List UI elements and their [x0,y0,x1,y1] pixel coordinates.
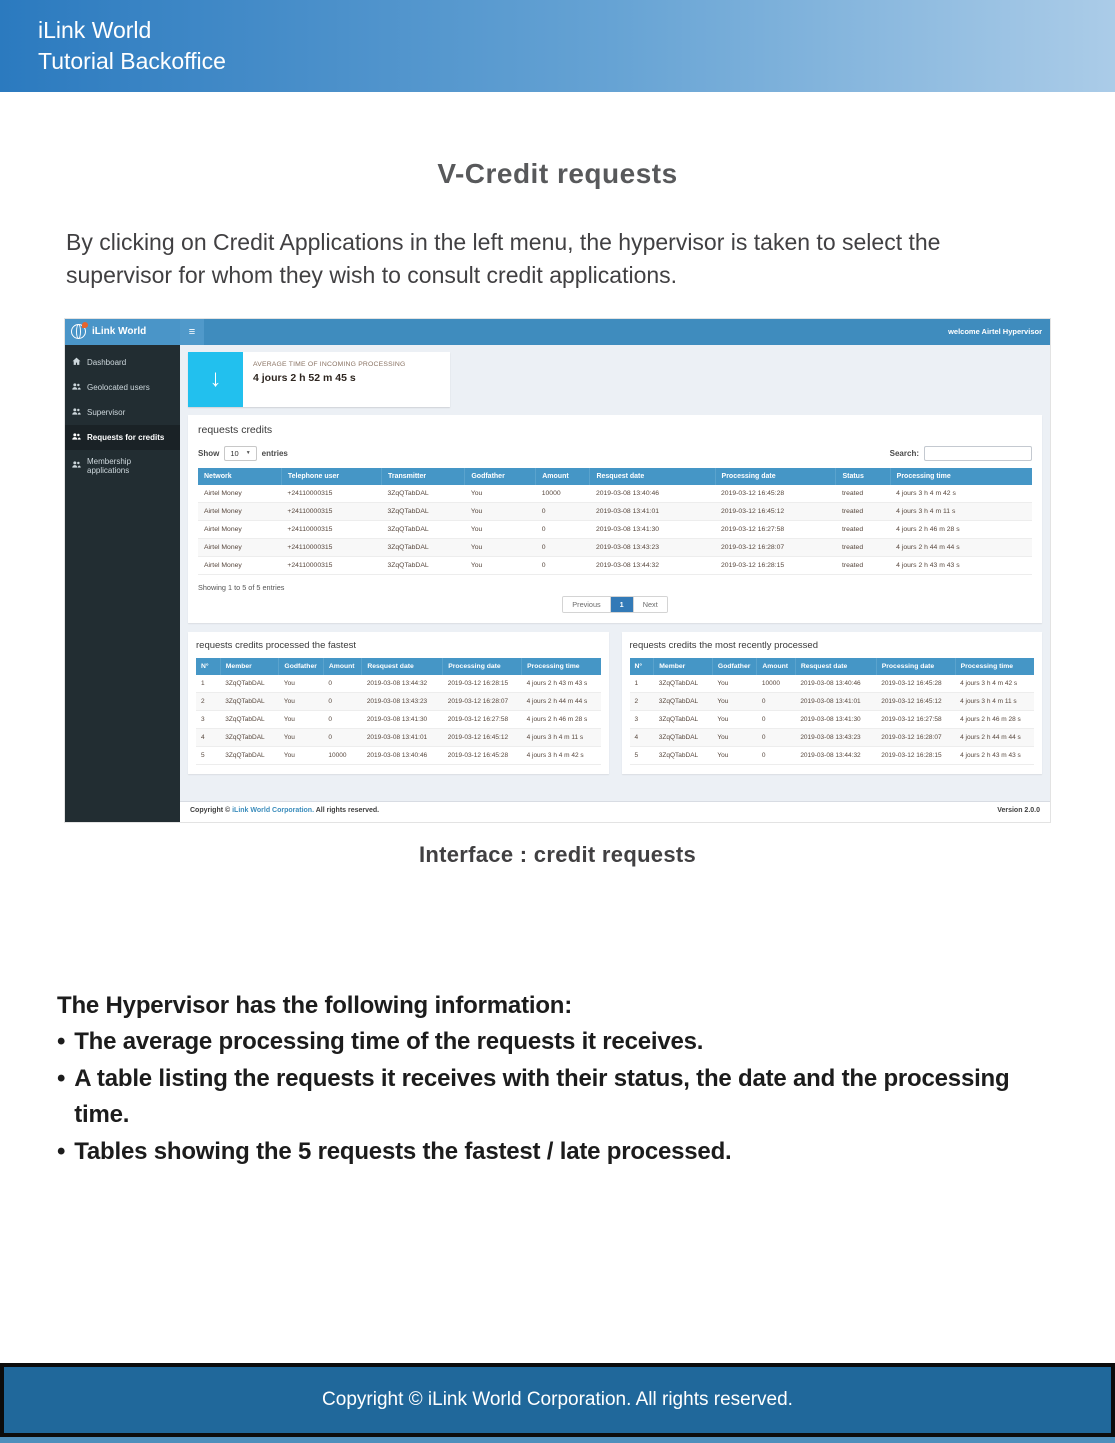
table-cell: 3ZqQTabDAL [654,746,713,764]
column-header[interactable]: Resquest date [590,468,715,485]
next-page-button[interactable]: Next [634,597,667,612]
table-cell: treated [836,485,890,503]
table-cell: 4 jours 2 h 43 m 43 s [955,746,1034,764]
table-cell: 0 [536,520,590,538]
table-cell: 2019-03-12 16:45:28 [443,746,522,764]
table-cell: Airtel Money [198,502,281,520]
users-icon [72,432,81,443]
table-cell: You [465,485,536,503]
table-cell: 4 jours 3 h 4 m 11 s [890,502,1032,520]
panel-title: requests credits [198,423,273,436]
column-header: Amount [757,658,795,675]
table-cell: 2019-03-08 13:44:32 [362,675,443,693]
app-copyright [190,807,379,814]
table-cell: 3ZqQTabDAL [654,692,713,710]
table-cell: +24110000315 [281,520,381,538]
table-row [198,485,1032,503]
table-cell: 2019-03-08 13:41:30 [795,710,876,728]
table-cell: 2 [630,692,654,710]
table-cell: 0 [536,556,590,574]
table-cell: 2019-03-08 13:40:46 [590,485,715,503]
requests-credits-panel [188,415,1042,623]
table-cell: 3ZqQTabDAL [654,728,713,746]
table-cell: 0 [323,675,361,693]
column-header: Member [654,658,713,675]
table-cell: 4 jours 2 h 43 m 43 s [522,675,601,693]
sidebar-item-requests-for-credits[interactable] [65,425,180,450]
bullet-text: The average processing time of the requests it receives. [74,1028,704,1056]
table-cell: 3 [630,710,654,728]
column-header: Processing date [876,658,955,675]
average-time-infobox [188,352,450,407]
top-banner [0,0,1115,92]
show-label: Show [198,448,220,458]
pagination [562,596,667,613]
table-cell: You [279,692,323,710]
search-label: Search: [889,448,919,458]
table-row [196,675,601,693]
column-header: Resquest date [795,658,876,675]
table-cell: 5 [196,746,220,764]
table-cell: 2019-03-12 16:45:12 [876,692,955,710]
table-cell: 2019-03-12 16:45:12 [443,728,522,746]
version-text: Version 2.0.0 [997,806,1040,814]
table-cell: You [465,502,536,520]
copyright-prefix: Copyright © [190,806,233,814]
panel-title: requests credits the most recently processed [629,639,819,651]
table-cell: 1 [196,675,220,693]
table-cell: +24110000315 [281,556,381,574]
table-row [196,710,601,728]
table-cell: 3 [196,710,220,728]
table-cell: 2019-03-12 16:45:28 [876,675,955,693]
screenshot-caption: Interface : credit requests [418,841,697,867]
table-cell: 0 [536,538,590,556]
table-cell: 0 [323,692,361,710]
globe-pin-icon [71,324,86,339]
column-header[interactable]: Telephone user [281,468,381,485]
table-cell: Airtel Money [198,520,281,538]
table-row [196,746,601,764]
column-header: Processing time [522,658,601,675]
table-cell: 0 [323,728,361,746]
table-cell: 0 [757,728,795,746]
panel-title: requests credits processed the fastest [196,639,356,651]
bullet-text: Tables showing the 5 requests the fastest / late processed. [74,1137,732,1165]
table-row [630,746,1035,764]
table-cell: 2019-03-08 13:41:30 [590,520,715,538]
dashboard-icon [72,357,81,368]
table-cell: 4 jours 3 h 4 m 42 s [522,746,601,764]
table-cell: Airtel Money [198,538,281,556]
table-cell: treated [836,556,890,574]
sidebar-item-label: Geolocated users [87,382,150,392]
entries-select-value: 10 [230,448,239,458]
table-cell: You [465,520,536,538]
previous-page-button[interactable]: Previous [563,597,610,612]
banner-line1: iLink World [38,17,152,43]
table-cell: Airtel Money [198,485,281,503]
column-header: Member [220,658,279,675]
table-cell: You [712,746,756,764]
table-cell: 4 jours 2 h 46 m 28 s [890,520,1032,538]
table-cell: 4 jours 3 h 4 m 11 s [522,728,601,746]
copyright-suffix: All rights reserved. [314,806,380,814]
table-cell: +24110000315 [281,538,381,556]
table-cell: You [712,728,756,746]
table-cell: 2019-03-12 16:28:07 [715,538,836,556]
table-cell: treated [836,538,890,556]
list-item [57,1134,1058,1170]
chevron-down-icon: ▼ [245,450,251,457]
app-sidebar [65,345,180,822]
table-cell: You [465,538,536,556]
requests-credits-table [198,468,1032,575]
table-cell: 4 jours 3 h 4 m 11 s [955,692,1034,710]
table-cell: You [712,675,756,693]
column-header[interactable]: Processing date [715,468,836,485]
table-cell: 2019-03-08 13:44:32 [795,746,876,764]
page-1-button[interactable]: 1 [611,597,634,612]
infobox-label: AVERAGE TIME OF INCOMING PROCESSING [253,360,406,368]
table-cell: 4 jours 3 h 4 m 42 s [890,485,1032,503]
bullet-icon: • [57,1028,66,1056]
fastest-requests-panel [188,632,609,774]
hamburger-icon[interactable]: ≡ [180,319,204,345]
table-cell: 0 [757,710,795,728]
column-header[interactable]: Network [198,468,281,485]
app-brand-label: iLink World [92,326,147,338]
column-header: Processing time [955,658,1034,675]
table-cell: 4 jours 2 h 44 m 44 s [890,538,1032,556]
table-cell: 4 jours 2 h 44 m 44 s [955,728,1034,746]
table-cell: 2019-03-08 13:43:23 [362,692,443,710]
table-cell: You [279,746,323,764]
table-cell: 10000 [323,746,361,764]
info-heading: The Hypervisor has the following information: [57,991,573,1019]
footer-copyright-text: Copyright © iLink World Corporation. All rights reserved. [322,1389,793,1410]
table-cell: 3ZqQTabDAL [220,710,279,728]
table-cell: 5 [630,746,654,764]
entries-select[interactable] [224,446,256,461]
table-row [198,556,1032,574]
table-cell: 0 [757,746,795,764]
search-control [890,446,1032,461]
table-cell: 2019-03-12 16:45:28 [715,485,836,503]
welcome-text: welcome Airtel Hypervisor [948,327,1042,337]
table-cell: 3ZqQTabDAL [381,485,464,503]
app-footer [180,801,1050,822]
column-header: Godfather [712,658,756,675]
table-cell: treated [836,502,890,520]
column-header[interactable]: Godfather [465,468,536,485]
table-cell: 4 jours 2 h 46 m 28 s [955,710,1034,728]
table-cell: 3ZqQTabDAL [220,746,279,764]
table-cell: Airtel Money [198,556,281,574]
table-cell: 2019-03-08 13:43:23 [590,538,715,556]
table-cell: You [712,692,756,710]
table-cell: 2019-03-12 16:28:15 [876,746,955,764]
table-cell: 4 [630,728,654,746]
sidebar-item-label: Membership applications [87,456,132,475]
table-cell: 4 jours 2 h 43 m 43 s [890,556,1032,574]
table-row [198,520,1032,538]
table-cell: 3ZqQTabDAL [654,710,713,728]
table-cell: You [465,556,536,574]
table-row [630,728,1035,746]
table-cell: 10000 [536,485,590,503]
table-cell: 2019-03-08 13:43:23 [795,728,876,746]
table-cell: You [279,710,323,728]
recent-requests-table [630,658,1035,765]
table-cell: 2019-03-08 13:44:32 [590,556,715,574]
users-icon [72,460,81,471]
sidebar-item-label: Supervisor [87,407,126,417]
table-row [630,675,1035,693]
table-row [198,502,1032,520]
table-cell: treated [836,520,890,538]
table-cell: 2019-03-08 13:41:30 [362,710,443,728]
users-icon [72,382,81,393]
table-row [630,692,1035,710]
column-header: Godfather [279,658,323,675]
entries-label: entries [261,448,288,458]
infobox-value: 4 jours 2 h 52 m 45 s [253,371,356,384]
table-cell: 2019-03-12 16:27:58 [715,520,836,538]
column-header[interactable]: Transmitter [381,468,464,485]
table-cell: 2019-03-12 16:28:07 [443,692,522,710]
table-row [198,538,1032,556]
table-row [196,692,601,710]
down-arrow-icon: ↓ [188,352,243,407]
table-cell: 2019-03-12 16:28:07 [876,728,955,746]
app-topbar [65,319,1050,345]
table-cell: 2 [196,692,220,710]
table-cell: 3ZqQTabDAL [220,675,279,693]
table-cell: You [279,675,323,693]
table-cell: 2019-03-12 16:27:58 [876,710,955,728]
table-row [630,710,1035,728]
page-title: V-Credit requests [437,158,678,189]
banner-line2: Tutorial Backoffice [38,48,226,74]
table-cell: 2019-03-08 13:41:01 [362,728,443,746]
show-entries-control [198,446,288,461]
table-cell: 2019-03-12 16:28:15 [715,556,836,574]
table-cell: 4 jours 3 h 4 m 42 s [955,675,1034,693]
table-cell: You [279,728,323,746]
table-cell: 2019-03-08 13:41:01 [795,692,876,710]
table-cell: 3ZqQTabDAL [381,556,464,574]
column-header: N° [630,658,654,675]
column-header[interactable]: Processing time [890,468,1032,485]
table-cell: 2019-03-12 16:45:12 [715,502,836,520]
bullet-icon: • [57,1064,66,1092]
table-cell: 2019-03-12 16:28:15 [443,675,522,693]
table-cell: 3ZqQTabDAL [381,538,464,556]
footer-banner [0,1363,1115,1437]
column-header[interactable]: Status [836,468,890,485]
recent-requests-panel [622,632,1043,774]
table-cell: 2019-03-08 13:41:01 [590,502,715,520]
app-content [180,345,1050,822]
table-row [196,728,601,746]
list-item [57,1061,1058,1134]
table-cell: 0 [536,502,590,520]
table-cell: 0 [757,692,795,710]
column-header: N° [196,658,220,675]
table-cell: 4 jours 2 h 44 m 44 s [522,692,601,710]
corporation-link[interactable]: iLink World Corporation. [232,806,315,814]
footer-strip [0,1437,1115,1443]
table-cell: 3ZqQTabDAL [220,728,279,746]
app-screenshot [65,319,1050,822]
users-icon [72,407,81,418]
list-item [57,1024,1058,1060]
table-cell: 2019-03-08 13:40:46 [362,746,443,764]
intro-paragraph: By clicking on Credit Applications in the left menu, the hypervisor is taken to select the supervisor for whom they wish to consult credit applications. [66,229,941,289]
table-cell: +24110000315 [281,485,381,503]
bullet-icon: • [57,1137,66,1165]
showing-entries-text: Showing 1 to 5 of 5 entries [198,582,285,592]
search-input[interactable] [924,446,1032,461]
information-list [57,988,1058,1170]
column-header: Processing date [443,658,522,675]
sidebar-item-dashboard[interactable] [65,350,180,375]
table-cell: 0 [323,710,361,728]
table-cell: 2019-03-08 13:40:46 [795,675,876,693]
column-header: Amount [323,658,361,675]
table-cell: 4 jours 2 h 46 m 28 s [522,710,601,728]
table-cell: 3ZqQTabDAL [220,692,279,710]
column-header: Resquest date [362,658,443,675]
table-cell: 1 [630,675,654,693]
table-cell: +24110000315 [281,502,381,520]
table-cell: 2019-03-12 16:27:58 [443,710,522,728]
table-cell: 4 [196,728,220,746]
table-cell: 10000 [757,675,795,693]
sidebar-item-supervisor[interactable] [65,400,180,425]
sidebar-item-label: Requests for credits [87,432,165,442]
table-cell: 3ZqQTabDAL [381,520,464,538]
table-cell: 3ZqQTabDAL [381,502,464,520]
fastest-requests-table [196,658,601,765]
column-header[interactable]: Amount [536,468,590,485]
sidebar-item-geolocated-users[interactable] [65,375,180,400]
sidebar-item-membership-applications[interactable] [65,450,180,482]
table-cell: You [712,710,756,728]
table-cell: 3ZqQTabDAL [654,675,713,693]
app-navbar [180,319,1050,345]
bullet-text: A table listing the requests it receives with their status, the date and the processing time. [74,1064,1010,1129]
app-brand[interactable] [65,319,180,345]
sidebar-item-label: Dashboard [87,357,127,367]
